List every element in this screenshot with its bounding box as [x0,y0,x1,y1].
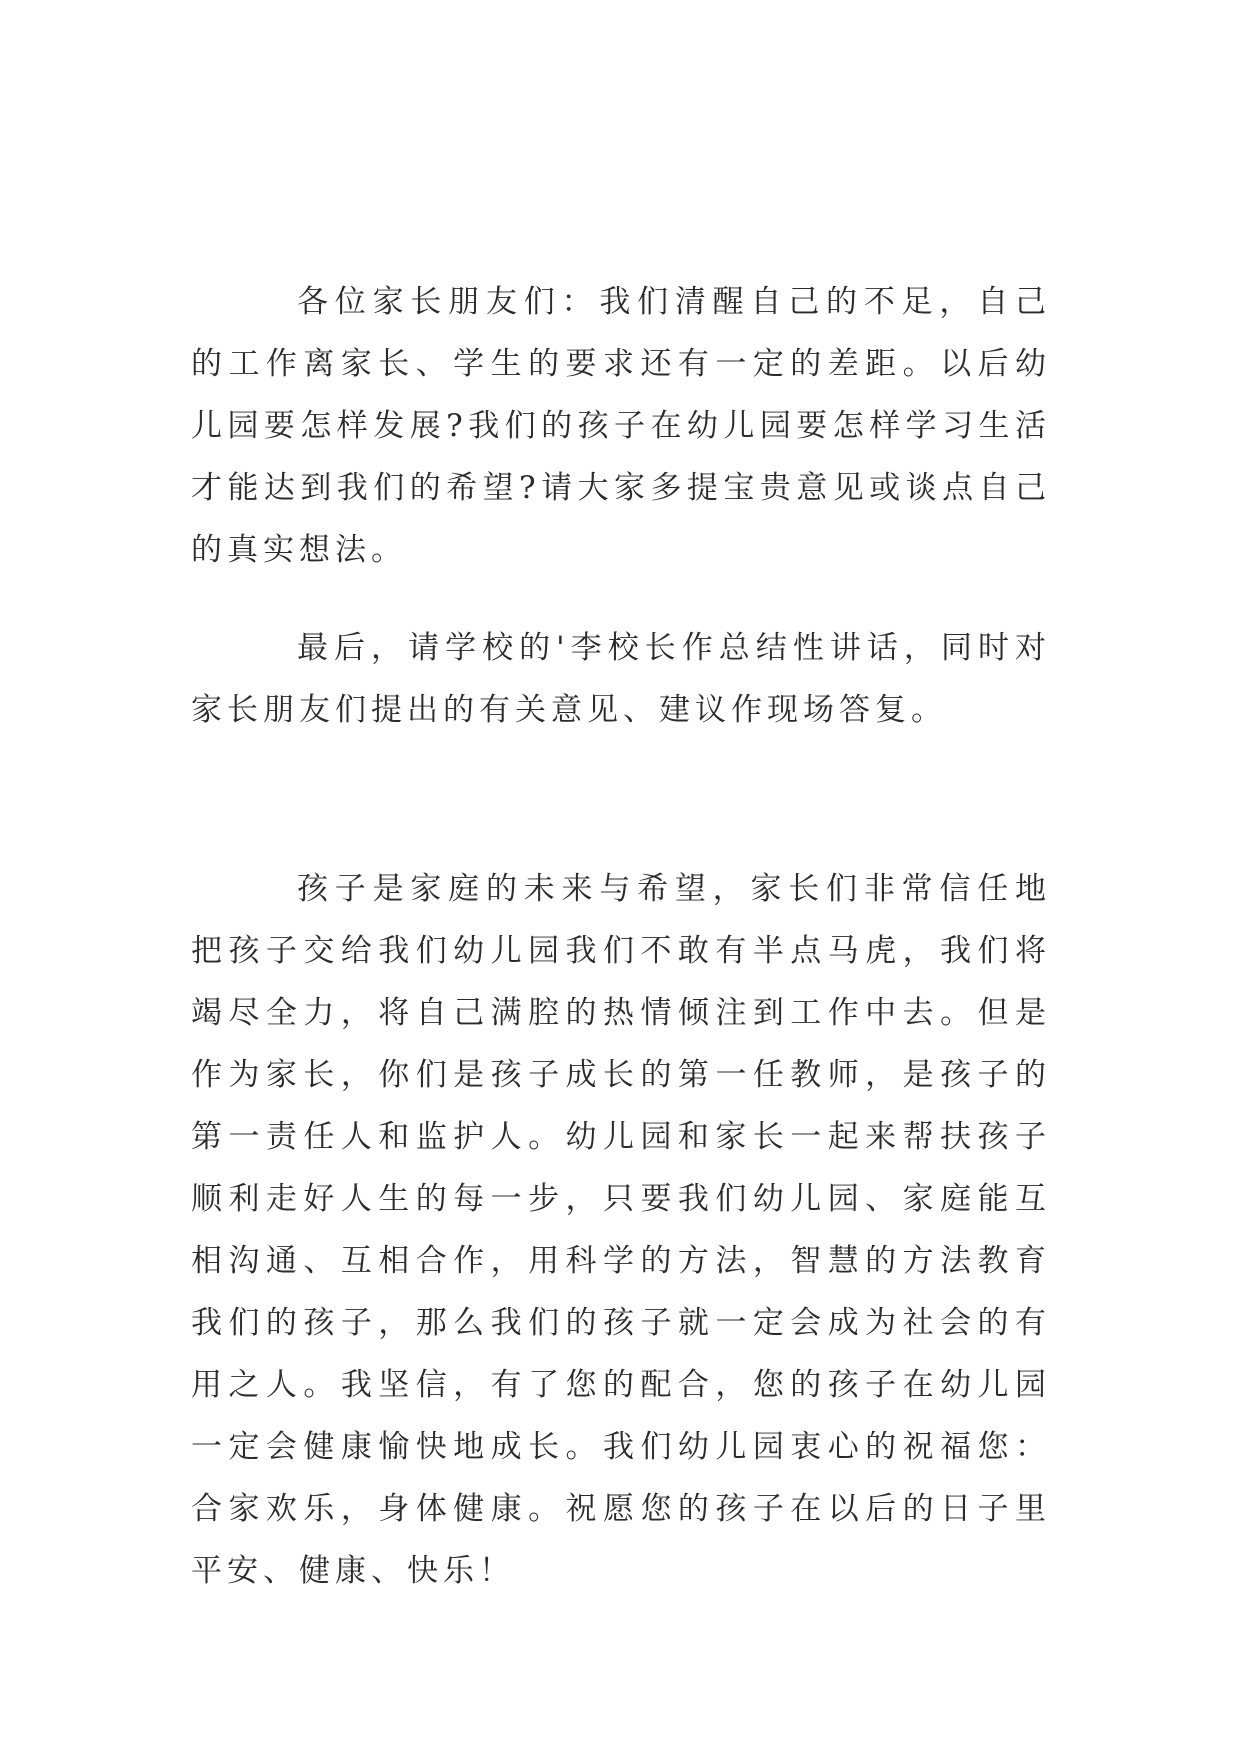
paragraph-principal-speech: 最后，请学校的'李校长作总结性讲话，同时对家长朋友们提出的有关意见、建议作现场答复。 [191,630,1051,728]
paragraph-closing-wishes: 孩子是家庭的未来与希望，家长们非常信任地把孩子交给我们幼儿园我们不敢有半点马虎，我们将竭尽全力，将自己满腔的热情倾注到工作中去。但是作为家长，你们是孩子成长的第一任教师，是孩子的第一责任人和监护人。幼儿园和家长一起来帮扶孩子顺利走好人生的每一步，只要我们幼儿园、家庭能互相沟通、互相合作，用科学的方法，智慧的方法教育我们的孩子，那么我们的孩子就一定会成为社会的有用之人。我坚信，有了您的配合，您的孩子在幼儿园一定会健康愉快地成长。我们幼儿园衷心的祝福您：合家欢乐，身体健康。祝愿您的孩子在以后的日子里平安、健康、快乐！ [191,871,1051,1589]
paragraph-parent-opinions: 各位家长朋友们：我们清醒自己的不足，自己的工作离家长、学生的要求还有一定的差距。以后幼儿园要怎样发展?我们的孩子在幼儿园要怎样学习生活才能达到我们的希望?请大家多提宝贵意见或谈点自己的真实想法。 [191,284,1051,568]
